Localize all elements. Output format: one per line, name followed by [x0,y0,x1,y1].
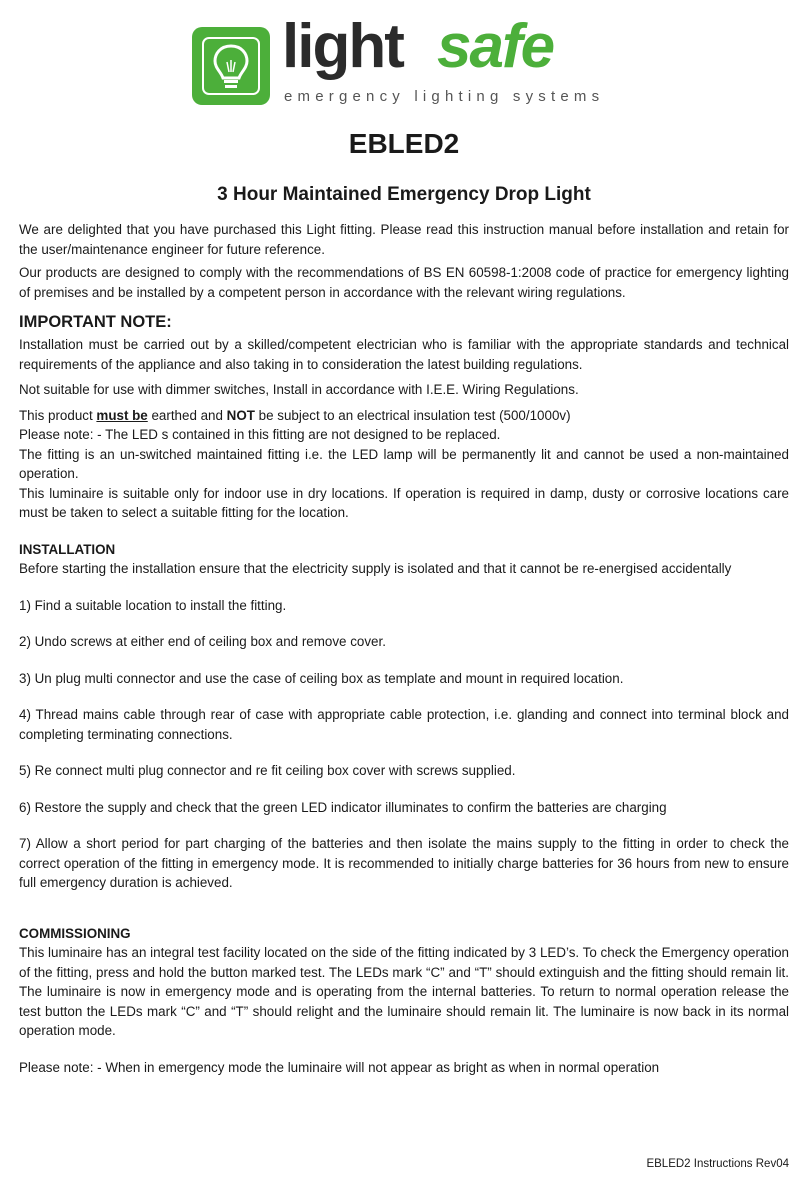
commissioning-body: This luminaire has an integral test facility located on the side of the fitting indicated by 3 LED’s. To check the Emergency operation of the fitting, press and hold the button marked test. The LEDs mark “C” and “T” should extinguish and the fitting should remain lit. The luminaire is now in emergency mode and is operating from the internal batteries. To return to normal operation release the test button the LEDs mark “C” and “T” should relight and the luminaire should remain lit. The luminaire is now back in its normal operation mode. [19,945,789,1038]
document-body [19,220,789,1077]
installation-step: 4) Thread mains cable through rear of case with appropriate cable protection, i.e. glanding and connect into terminal block and completing terminating connections. [19,707,789,742]
fitting-note: The fitting is an un-switched maintained fitting i.e. the LED lamp will be permanently lit and cannot be used a non-maintained operation. [19,446,789,481]
installation-step: 6) Restore the supply and check that the green LED indicator illuminates to confirm the batteries are charging [19,799,667,815]
earth-text: This product [19,407,97,423]
earth-text: be subject to an electrical insulation test (500/1000v) [254,407,571,423]
installation-step: 2) Undo screws at either end of ceiling box and remove cover. [19,634,386,649]
brand-logo [192,12,612,110]
installation-step: 7) Allow a short period for part charging of the batteries and then isolate the mains supply to the fitting in order to check the correct operation of the fitting in emergency mode. It is recommended to initially charge batteries for 36 hours from new to ensure full emergency duration is achieved. [19,836,789,890]
earth-paragraph [19,406,789,426]
footer-doc-ref: EBLED2 Instructions Rev04 [646,1158,789,1170]
installation-step: 3) Un plug multi connector and use the case of ceiling box as template and mount in required location. [19,670,624,686]
earth-text: earthed and [147,407,227,423]
logo-badge [192,27,270,105]
indoor-note: This luminaire is suitable only for indoor use in dry locations. If operation is required in damp, dusty or corrosive locations care must be taken to select a suitable fitting for the location. [19,485,789,520]
important-note-heading: IMPORTANT NOTE: [19,313,172,331]
installation-step: 1) Find a suitable location to install the fitting. [19,597,287,613]
document-title: EBLED2 [348,128,460,159]
commissioning-heading: COMMISSIONING [19,925,131,941]
earth-emphasis-must: must be [96,407,148,423]
lightbulb-icon [201,36,261,96]
installation-heading: INSTALLATION [19,541,116,557]
important-paragraph: Installation must be carried out by a skilled/competent electrician who is familiar with the appropriate standards and technical requirements of the appliance and also taking in to consideration the latest building regulations. [19,337,789,372]
logo-word-light: light [282,12,403,81]
installation-intro: Before starting the installation ensure that the electricity supply is isolated and that it cannot be re-energised accidentally [19,561,732,576]
document-subtitle: 3 Hour Maintained Emergency Drop Light [217,184,591,205]
intro-paragraph: We are delighted that you have purchased this Light fitting. Please read this instruction manual before installation and retain for the user/maintenance engineer for future reference. [19,222,789,257]
logo-word-safe: safe [437,12,554,81]
installation-step: 5) Re connect multi plug connector and re fit ceiling box cover with screws supplied. [19,763,516,778]
logo-tagline: emergency lighting systems [284,88,605,105]
earth-emphasis-not: NOT [226,407,255,423]
intro-paragraph: Our products are designed to comply with the recommendations of BS EN 60598-1:2008 code of practice for emergency lighting of premises and be installed by a competent person in accordance with the relevant wiring regulations. [19,265,789,300]
led-note: Please note: - The LED s contained in this fitting are not designed to be replaced. [19,427,501,442]
important-paragraph: Not suitable for use with dimmer switches, Install in accordance with I.E.E. Wiring Regulations. [19,382,579,397]
commissioning-note: Please note: - When in emergency mode the luminaire will not appear as bright as when in normal operation [19,1059,660,1075]
